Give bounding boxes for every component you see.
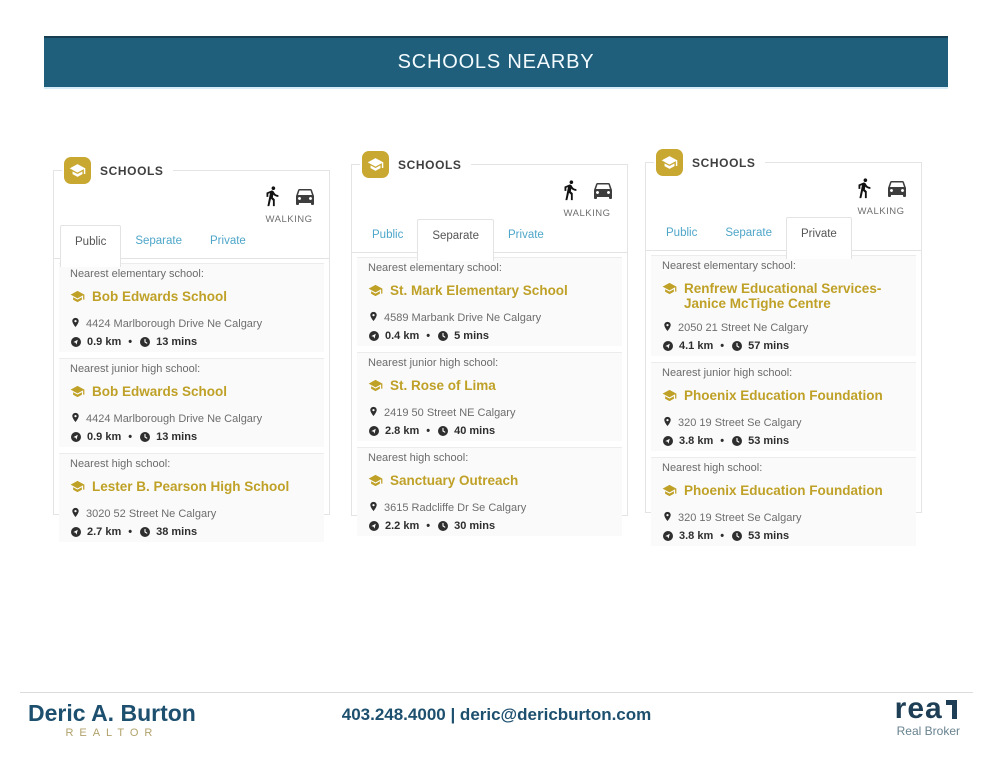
section-label: Nearest elementary school: bbox=[368, 262, 502, 274]
time-value: 38 mins bbox=[156, 526, 198, 538]
graduation-cap-icon bbox=[662, 281, 677, 299]
distance-icon bbox=[368, 520, 380, 532]
time-value: 53 mins bbox=[748, 435, 790, 447]
brand-wordmark: rea bbox=[894, 692, 943, 725]
school-name-link[interactable]: Bob Edwards School bbox=[92, 384, 228, 399]
section-label: Nearest high school: bbox=[70, 458, 171, 470]
walking-icon[interactable] bbox=[261, 185, 283, 212]
location-pin-icon bbox=[662, 415, 673, 431]
travel-mode-selector bbox=[559, 178, 615, 219]
location-pin-icon bbox=[70, 411, 81, 427]
stat-separator: • bbox=[720, 340, 725, 352]
brand-subtitle: Real Broker bbox=[896, 724, 960, 738]
school-section bbox=[651, 457, 916, 546]
schools-card bbox=[645, 155, 922, 542]
school-section bbox=[59, 263, 324, 352]
distance-value: 3.8 km bbox=[679, 530, 714, 542]
distance-value: 0.9 km bbox=[87, 431, 122, 443]
card-title: SCHOOLS bbox=[100, 163, 164, 178]
tab-private[interactable]: Private bbox=[786, 217, 852, 259]
travel-mode-label: WALKING bbox=[857, 206, 905, 217]
time-icon bbox=[139, 526, 151, 538]
agent-name: Deric A. Burton bbox=[28, 700, 196, 726]
location-pin-icon bbox=[368, 405, 379, 421]
school-sections bbox=[651, 255, 916, 542]
time-icon bbox=[731, 340, 743, 352]
tab-private[interactable]: Private bbox=[210, 235, 246, 247]
travel-mode-label: WALKING bbox=[563, 208, 611, 219]
section-label: Nearest junior high school: bbox=[662, 367, 793, 379]
school-address: 3020 52 Street Ne Calgary bbox=[86, 508, 217, 520]
school-address: 4589 Marbank Drive Ne Calgary bbox=[384, 312, 542, 324]
school-section bbox=[59, 358, 324, 447]
graduation-cap-icon bbox=[70, 384, 85, 402]
location-pin-icon bbox=[662, 320, 673, 336]
school-name-link[interactable]: Phoenix Education Foundation bbox=[684, 483, 883, 498]
school-section bbox=[357, 447, 622, 536]
tab-separate[interactable]: Separate bbox=[135, 235, 183, 247]
card-title: SCHOOLS bbox=[692, 155, 756, 170]
school-address: 2419 50 Street NE Calgary bbox=[384, 407, 516, 419]
graduation-cap-badge-icon bbox=[656, 149, 683, 176]
section-label: Nearest elementary school: bbox=[70, 268, 204, 280]
graduation-cap-icon bbox=[368, 473, 383, 491]
graduation-cap-icon bbox=[368, 283, 383, 301]
graduation-cap-badge-icon bbox=[64, 157, 91, 184]
location-pin-icon bbox=[70, 316, 81, 332]
school-name-link[interactable]: Bob Edwards School bbox=[92, 289, 228, 304]
card-legend bbox=[360, 151, 471, 178]
schools-card bbox=[53, 163, 330, 538]
time-value: 53 mins bbox=[748, 530, 790, 542]
time-value: 40 mins bbox=[454, 425, 496, 437]
section-label: Nearest junior high school: bbox=[368, 357, 499, 369]
school-address: 3615 Radcliffe Dr Se Calgary bbox=[384, 502, 527, 514]
tab-separate[interactable]: Separate bbox=[725, 227, 773, 239]
distance-icon bbox=[662, 530, 674, 542]
distance-icon bbox=[662, 435, 674, 447]
car-icon[interactable] bbox=[591, 178, 615, 207]
stat-separator: • bbox=[426, 425, 431, 437]
location-pin-icon bbox=[662, 510, 673, 526]
brand-block bbox=[894, 692, 960, 738]
card-legend bbox=[654, 149, 765, 176]
card-legend bbox=[62, 157, 173, 184]
footer-divider bbox=[20, 692, 973, 693]
stat-separator: • bbox=[720, 530, 725, 542]
school-section bbox=[651, 255, 916, 356]
distance-value: 0.4 km bbox=[385, 330, 420, 342]
school-name-link[interactable]: Lester B. Pearson High School bbox=[92, 479, 290, 494]
location-pin-icon bbox=[368, 310, 379, 326]
graduation-cap-icon bbox=[70, 289, 85, 307]
card-title: SCHOOLS bbox=[398, 157, 462, 172]
page-title: SCHOOLS NEARBY bbox=[397, 51, 595, 73]
distance-value: 3.8 km bbox=[679, 435, 714, 447]
school-address: 320 19 Street Se Calgary bbox=[678, 417, 802, 429]
time-value: 5 mins bbox=[454, 330, 489, 342]
stat-separator: • bbox=[128, 336, 133, 348]
graduation-cap-badge-icon bbox=[362, 151, 389, 178]
tab-public[interactable]: Public bbox=[372, 229, 404, 241]
car-icon[interactable] bbox=[885, 176, 909, 205]
stat-separator: • bbox=[720, 435, 725, 447]
time-icon bbox=[437, 425, 449, 437]
school-section bbox=[357, 257, 622, 346]
distance-value: 4.1 km bbox=[679, 340, 714, 352]
school-name-link[interactable]: St. Rose of Lima bbox=[390, 378, 496, 393]
tab-private[interactable]: Private bbox=[508, 229, 544, 241]
time-value: 13 mins bbox=[156, 336, 198, 348]
school-name-link[interactable]: Phoenix Education Foundation bbox=[684, 388, 883, 403]
time-value: 30 mins bbox=[454, 520, 496, 532]
graduation-cap-icon bbox=[70, 479, 85, 497]
distance-icon bbox=[70, 431, 82, 443]
location-pin-icon bbox=[70, 506, 81, 522]
school-address: 4424 Marlborough Drive Ne Calgary bbox=[86, 318, 263, 330]
brand-l-mark-icon bbox=[946, 700, 957, 719]
school-address: 4424 Marlborough Drive Ne Calgary bbox=[86, 413, 263, 425]
time-value: 57 mins bbox=[748, 340, 790, 352]
graduation-cap-icon bbox=[662, 388, 677, 406]
school-sections bbox=[357, 257, 622, 532]
school-section bbox=[59, 453, 324, 542]
school-section bbox=[357, 352, 622, 441]
distance-value: 2.7 km bbox=[87, 526, 122, 538]
contact-line: 403.248.4000 | deric@dericburton.com bbox=[341, 705, 652, 724]
distance-value: 2.8 km bbox=[385, 425, 420, 437]
time-icon bbox=[731, 530, 743, 542]
time-icon bbox=[437, 520, 449, 532]
school-sections bbox=[59, 263, 324, 538]
school-section bbox=[651, 362, 916, 451]
school-address: 320 19 Street Se Calgary bbox=[678, 512, 802, 524]
school-name-link[interactable]: Sanctuary Outreach bbox=[390, 473, 519, 488]
distance-icon bbox=[70, 336, 82, 348]
travel-mode-selector bbox=[853, 176, 909, 217]
stat-separator: • bbox=[426, 520, 431, 532]
schools-card bbox=[351, 157, 628, 532]
section-label: Nearest elementary school: bbox=[662, 260, 796, 272]
brand-logo bbox=[894, 692, 960, 725]
agent-role: REALTOR bbox=[65, 727, 159, 739]
school-type-tabs bbox=[54, 225, 329, 259]
school-name-link[interactable]: St. Mark Elementary School bbox=[390, 283, 568, 298]
location-pin-icon bbox=[368, 500, 379, 516]
travel-mode-label: WALKING bbox=[265, 214, 313, 225]
school-name-link[interactable]: Renfrew Educational Services- Janice McTighe Centre bbox=[684, 281, 882, 311]
distance-icon bbox=[70, 526, 82, 538]
walking-icon[interactable] bbox=[559, 179, 581, 206]
tab-separate[interactable]: Separate bbox=[417, 219, 494, 261]
stat-separator: • bbox=[128, 526, 133, 538]
distance-icon bbox=[662, 340, 674, 352]
tab-public[interactable]: Public bbox=[666, 227, 698, 239]
school-type-tabs bbox=[646, 217, 921, 251]
time-icon bbox=[139, 431, 151, 443]
stat-separator: • bbox=[128, 431, 133, 443]
distance-value: 0.9 km bbox=[87, 336, 122, 348]
time-icon bbox=[731, 435, 743, 447]
time-icon bbox=[139, 336, 151, 348]
distance-value: 2.2 km bbox=[385, 520, 420, 532]
tab-public[interactable]: Public bbox=[60, 225, 121, 267]
distance-icon bbox=[368, 425, 380, 437]
travel-mode-selector bbox=[261, 184, 317, 225]
car-icon[interactable] bbox=[293, 184, 317, 213]
graduation-cap-icon bbox=[368, 378, 383, 396]
stat-separator: • bbox=[426, 330, 431, 342]
section-label: Nearest high school: bbox=[662, 462, 763, 474]
title-banner bbox=[44, 36, 948, 89]
walking-icon[interactable] bbox=[853, 177, 875, 204]
distance-icon bbox=[368, 330, 380, 342]
time-icon bbox=[437, 330, 449, 342]
graduation-cap-icon bbox=[662, 483, 677, 501]
school-type-tabs bbox=[352, 219, 627, 253]
section-label: Nearest junior high school: bbox=[70, 363, 201, 375]
section-label: Nearest high school: bbox=[368, 452, 469, 464]
school-address: 2050 21 Street Ne Calgary bbox=[678, 322, 809, 334]
time-value: 13 mins bbox=[156, 431, 198, 443]
